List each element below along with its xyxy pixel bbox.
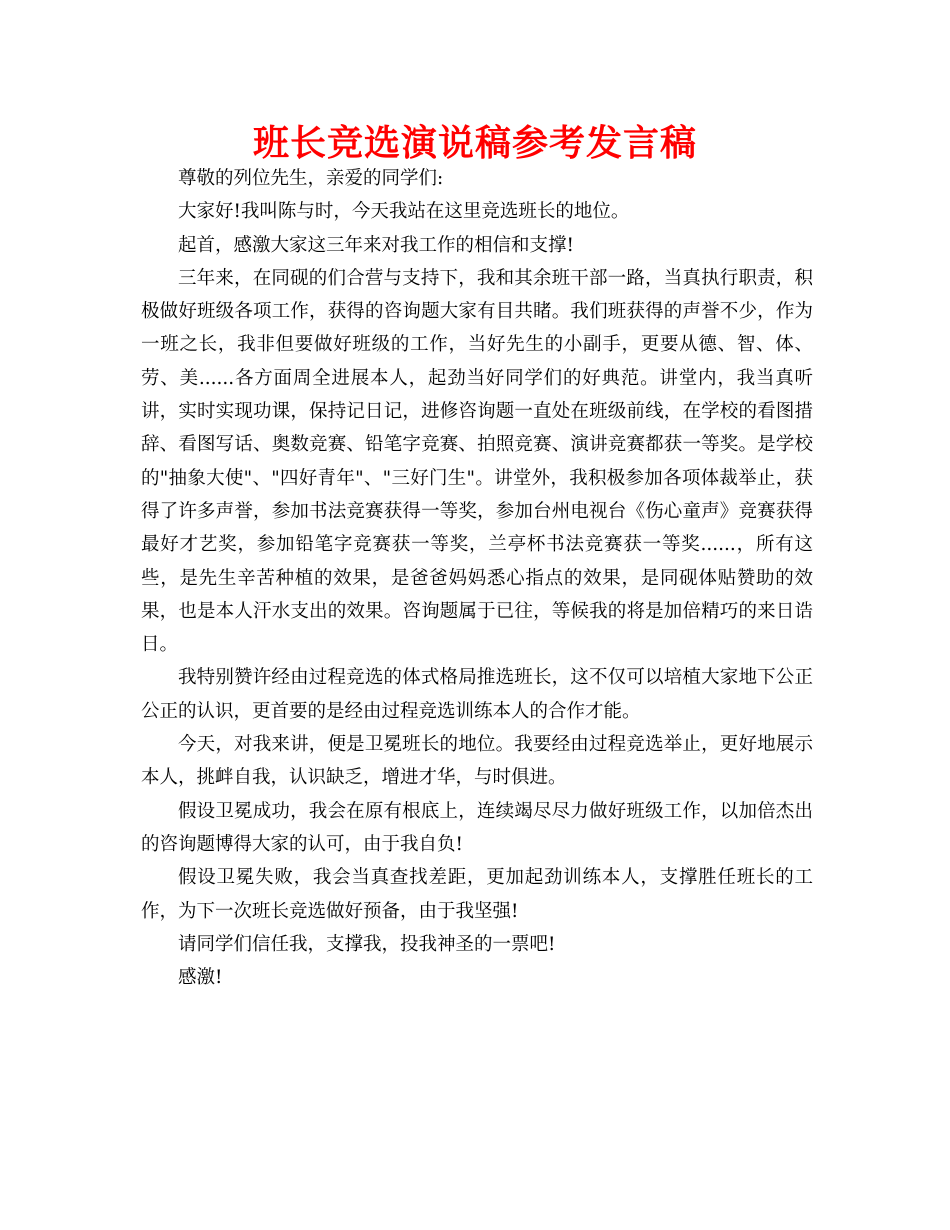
paragraph-salutation: 尊敬的列位先生，亲爱的同学们: bbox=[178, 168, 444, 189]
paragraph-greeting: 大家好!我叫陈与时，今天我站在这里竞选班长的地位。 bbox=[178, 201, 630, 223]
paragraph-closing: 感激! bbox=[178, 967, 223, 989]
paragraph-achievements: 三年来，在同砚的们合营与支持下，我和其余班干部一路，当真执行职责，积极做好班级各项工作，获得的咨询题大家有目共睹。我们班获得的声誉不少，作为一班之长，我非但要做好班级的工作，当好先生的小副手，更要从德、智、体、劳、美......各方面周全进展本人，起劲当好同学们的好典范。讲堂内，我当真听讲，实时实现功课，保持记日记，进修咨询题一直处在班级前线，在学校的看图措辞、看图写话、奥数竞赛、铅笔字竞赛、拍照竞赛、演讲竞赛都获一等奖。是学校的"抽象大使"、"四好青年"、"三好门生"。讲堂外，我积极参加各项体裁举止，获得了许多声誉，参加书法竞赛获得一等奖，参加台州电视台《伤心童声》竞赛获得最好才艺奖，参加铅笔字竞赛获一等奖，兰亭杯书法竞赛获一等奖......，所有这些，是先生辛苦种植的效果，是爸爸妈妈悉心指点的效果，是同砚体贴赞助的效果，也是本人汗水支出的效果。咨询题属于已往，等候我的将是加倍精巧的来日诰日。 bbox=[141, 267, 813, 656]
document-body bbox=[141, 162, 813, 994]
paragraph-if-fail: 假设卫冕失败，我会当真查找差距，更加起劲训练本人，支撑胜任班长的工作，为下一次班长竞选做好预备，由于我坚强! bbox=[141, 867, 813, 922]
document-title: 班长竞选演说稿参考发言稿 bbox=[252, 123, 697, 164]
paragraph-election-view: 我特别赞许经由过程竞选的体式格局推选班长，这不仅可以培植大家地下公正公正的认识，更首要的是经由过程竞选训练本人的合作才能。 bbox=[141, 667, 813, 722]
paragraph-appeal: 请同学们信任我，支撑我，投我神圣的一票吧! bbox=[178, 933, 556, 955]
paragraph-thanks: 起首，感激大家这三年来对我工作的相信和支撑! bbox=[178, 234, 574, 256]
paragraph-if-success: 假设卫冕成功，我会在原有根底上，连续竭尽尽力做好班级工作，以加倍杰出的咨询题博得大家的认可，由于我自负! bbox=[141, 800, 813, 855]
paragraph-today: 今天，对我来讲，便是卫冕班长的地位。我要经由过程竞选举止，更好地展示本人，挑衅自我，认识缺乏，增进才华，与时俱进。 bbox=[141, 734, 813, 789]
